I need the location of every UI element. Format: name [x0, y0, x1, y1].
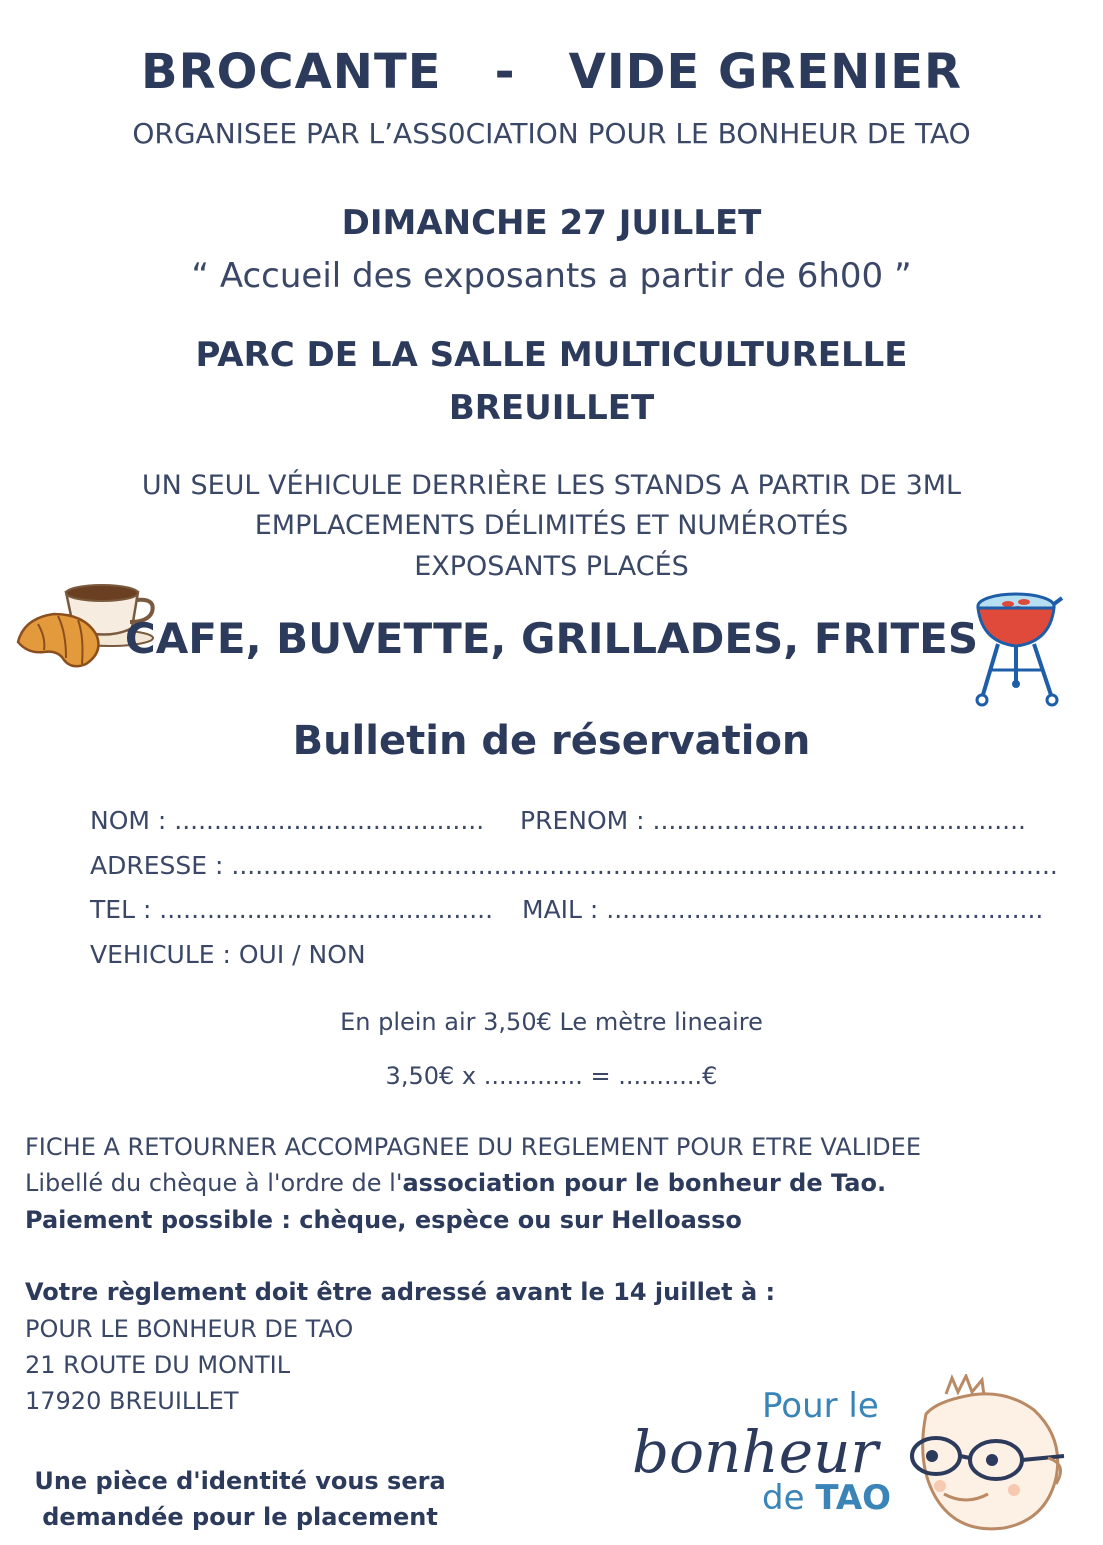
logo-de-tao — [762, 1478, 891, 1518]
logo-de: de — [762, 1478, 816, 1518]
info-vehicle: UN SEUL VÉHICULE DERRIÈRE LES STANDS A PARTIR DE 3ML — [141, 470, 962, 501]
address-line-3: 17920 BREUILLET — [25, 1387, 239, 1415]
field-tel: TEL : .......................................... — [90, 895, 494, 924]
identity-note-1: Une pièce d'identité vous sera — [34, 1467, 446, 1495]
cheque-payee: association pour le bonheur de Tao. — [402, 1169, 887, 1197]
cheque-prefix: Libellé du chèque à l'ordre de l' — [25, 1169, 403, 1197]
food-offer: CAFE, BUVETTE, GRILLADES, FRITES — [124, 614, 979, 663]
form-title: Bulletin de réservation — [292, 718, 811, 764]
logo-pour-le: Pour le — [762, 1386, 879, 1426]
payment-methods: Paiement possible : chèque, espèce ou sur Helloasso — [25, 1206, 742, 1234]
event-date: DIMANCHE 27 JUILLET — [341, 203, 762, 243]
child-face-logo-icon — [896, 1374, 1072, 1540]
field-nom: NOM : ....................................... — [90, 806, 485, 835]
field-adresse: ADRESSE : ........................................................................................................ — [90, 851, 1058, 880]
price-calculation: 3,50€ x ............. = ...........€ — [385, 1062, 718, 1090]
logo-bonheur: bonheur — [632, 1418, 879, 1486]
address-line-2: 21 ROUTE DU MONTIL — [25, 1351, 291, 1379]
exhibitor-welcome-time: “ Accueil des exposants a partir de 6h00 ” — [191, 256, 912, 296]
field-mail: MAIL : ....................................................... — [522, 895, 1044, 924]
barbecue-grill-icon — [972, 586, 1064, 708]
poster-title: BROCANTE - VIDE GRENIER — [141, 44, 962, 100]
info-locations: EMPLACEMENTS DÉLIMITÉS ET NUMÉROTÉS — [254, 510, 849, 541]
info-exhibitors: EXPOSANTS PLACÉS — [414, 551, 689, 582]
venue-name: PARC DE LA SALLE MULTICULTURELLE — [195, 335, 908, 375]
logo-tao: TAO — [815, 1478, 892, 1518]
address-line-1: POUR LE BONHEUR DE TAO — [25, 1315, 354, 1343]
field-vehicule: VEHICULE : OUI / NON — [90, 940, 366, 969]
return-instructions: FICHE A RETOURNER ACCOMPAGNEE DU REGLEMENT POUR ETRE VALIDEE — [25, 1133, 921, 1161]
price-per-meter: En plein air 3,50€ Le mètre lineaire — [340, 1008, 763, 1036]
organizer-subtitle: ORGANISEE PAR L’ASS0CIATION POUR LE BONHEUR DE TAO — [132, 117, 971, 150]
cheque-order — [25, 1169, 886, 1197]
field-prenom: PRENOM : ............................................... — [520, 806, 1027, 835]
venue-town: BREUILLET — [448, 388, 655, 428]
identity-note-2: demandée pour le placement — [42, 1503, 438, 1531]
payment-deadline: Votre règlement doit être adressé avant le 14 juillet à : — [25, 1278, 776, 1306]
